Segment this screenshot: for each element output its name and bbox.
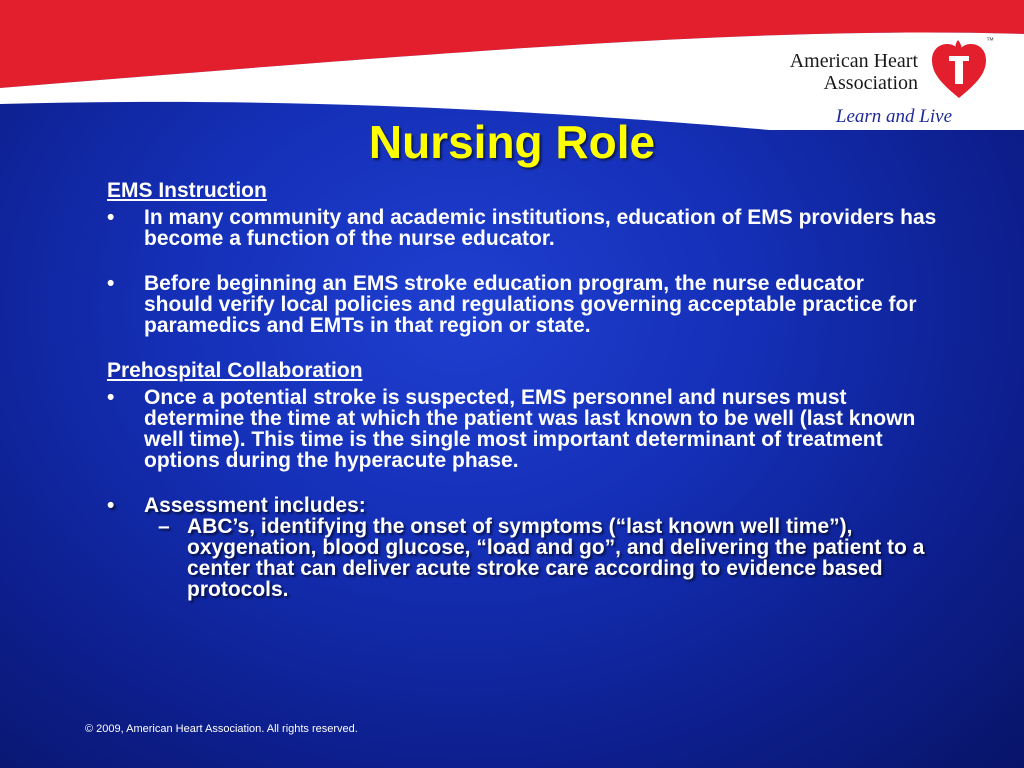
slide-body <box>107 180 937 600</box>
bullet-item <box>107 207 937 249</box>
bullet-item <box>107 495 937 516</box>
sub-bullet-mark: – <box>158 515 170 538</box>
bullet-text: Assessment includes: <box>144 494 366 517</box>
bullet-mark: • <box>107 206 115 229</box>
bullet-mark: • <box>107 386 115 409</box>
logo-tagline: Learn and Live <box>835 106 952 127</box>
section-heading-ems-instruction: EMS Instruction <box>107 179 267 202</box>
slide-title: Nursing Role <box>368 116 656 168</box>
section-heading-prehospital-collaboration: Prehospital Collaboration <box>107 359 363 382</box>
bullet-text: In many community and academic institutions, education of EMS providers has become a function of the nurse educator. <box>144 206 937 250</box>
heart-torch-icon <box>928 36 990 102</box>
trademark-mark: ™ <box>986 36 994 45</box>
bullet-text: Once a potential stroke is suspected, EMS personnel and nurses must determine the time at which the patient was last known to be well (last known well time). This time is the single most important determinant of treatment options during the hyperacute phase. <box>144 386 916 472</box>
bullet-item <box>107 273 937 336</box>
bullet-text: Before beginning an EMS stroke education program, the nurse educator should verify local policies and regulations governing acceptable practice for paramedics and EMTs in that region or state. <box>144 272 917 337</box>
logo-org-line2: Association <box>823 72 918 94</box>
bullet-mark: • <box>107 272 115 295</box>
copyright-footer: © 2009, American Heart Association. All rights reserved. <box>85 723 358 735</box>
sub-bullet-text: ABC’s, identifying the onset of symptoms (“last known well time”), oxygenation, blood glucose, “load and go”, and delivering the patient to a center that can deliver acute stroke care according to evidence based protocols. <box>187 515 925 601</box>
bullet-mark: • <box>107 494 115 517</box>
sub-bullet-item <box>107 516 937 600</box>
bullet-item <box>107 387 937 471</box>
logo-org-line1: American Heart <box>789 50 918 72</box>
